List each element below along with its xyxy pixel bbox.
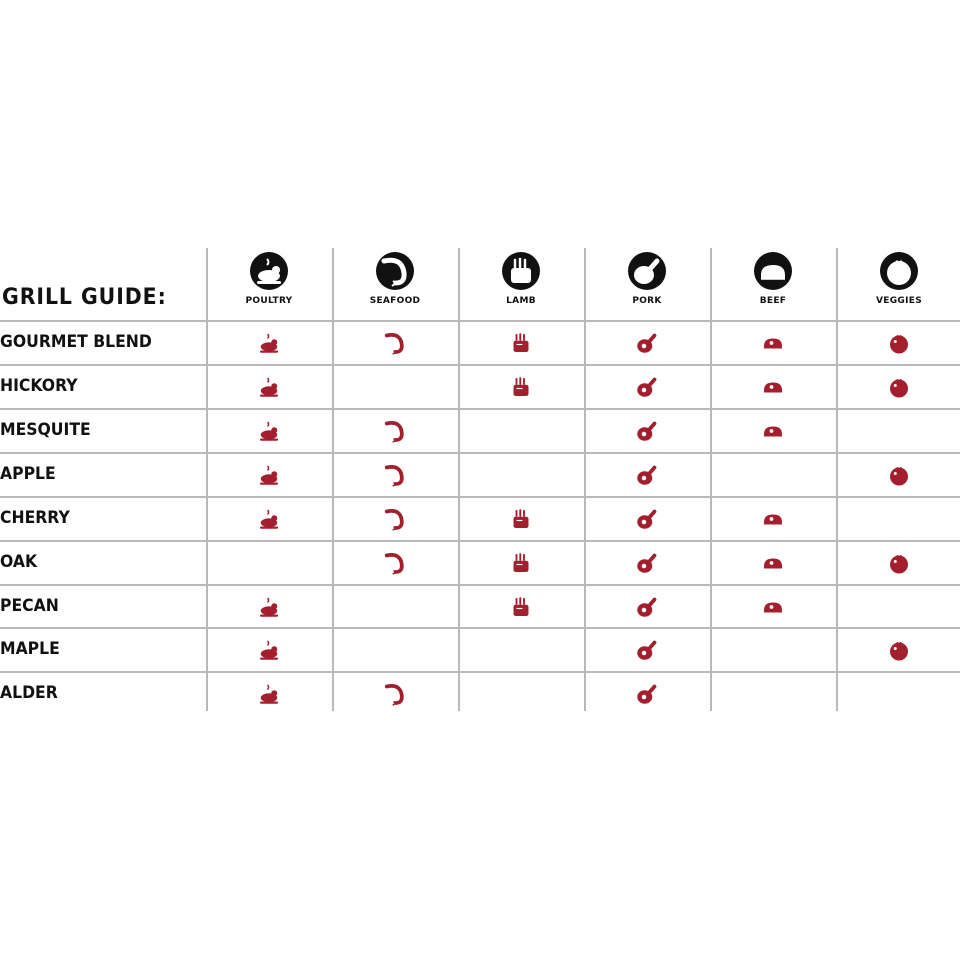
- pork-icon: [632, 504, 662, 534]
- poultry-icon: [249, 251, 289, 291]
- column-label: POULTRY: [245, 296, 293, 306]
- column-header-pork: [584, 248, 710, 320]
- row-divider: [0, 540, 960, 542]
- poultry-icon: [254, 679, 284, 709]
- row-divider: [0, 584, 960, 586]
- pork-icon: [632, 328, 662, 358]
- pork-icon: [632, 372, 662, 402]
- lamb-icon: [506, 504, 536, 534]
- veggies-icon: [884, 372, 914, 402]
- beef-icon: [758, 372, 788, 402]
- row-divider: [0, 320, 960, 322]
- veggies-icon: [884, 328, 914, 358]
- row-label-maple: MAPLE: [0, 639, 60, 659]
- row-divider: [0, 496, 960, 498]
- veggies-icon: [879, 251, 919, 291]
- lamb-icon: [506, 328, 536, 358]
- column-header-veggies: [836, 248, 960, 320]
- veggies-icon: [884, 635, 914, 665]
- seafood-icon: [380, 328, 410, 358]
- column-label: VEGGIES: [876, 296, 922, 306]
- row-label-mesquite: MESQUITE: [0, 420, 91, 440]
- column-header-poultry: [206, 248, 332, 320]
- pork-icon: [632, 679, 662, 709]
- poultry-icon: [254, 504, 284, 534]
- lamb-icon: [501, 251, 541, 291]
- row-divider: [0, 671, 960, 673]
- row-label-pecan: PECAN: [0, 596, 59, 616]
- veggies-icon: [884, 548, 914, 578]
- row-label-hickory: HICKORY: [0, 376, 78, 396]
- column-label: LAMB: [506, 296, 536, 306]
- row-divider: [0, 408, 960, 410]
- pork-icon: [632, 460, 662, 490]
- beef-icon: [758, 328, 788, 358]
- pork-icon: [632, 416, 662, 446]
- beef-icon: [758, 548, 788, 578]
- column-header-lamb: [458, 248, 584, 320]
- column-label: PORK: [632, 296, 662, 306]
- lamb-icon: [506, 592, 536, 622]
- poultry-icon: [254, 416, 284, 446]
- seafood-icon: [380, 416, 410, 446]
- beef-icon: [758, 592, 788, 622]
- poultry-icon: [254, 635, 284, 665]
- seafood-icon: [380, 460, 410, 490]
- seafood-icon: [375, 251, 415, 291]
- row-divider: [0, 364, 960, 366]
- beef-icon: [758, 416, 788, 446]
- row-divider: [0, 627, 960, 629]
- row-label-alder: ALDER: [0, 683, 58, 703]
- seafood-icon: [380, 504, 410, 534]
- poultry-icon: [254, 460, 284, 490]
- column-label: BEEF: [759, 296, 787, 306]
- lamb-icon: [506, 548, 536, 578]
- column-header-seafood: [332, 248, 458, 320]
- veggies-icon: [884, 460, 914, 490]
- beef-icon: [758, 504, 788, 534]
- poultry-icon: [254, 372, 284, 402]
- pork-icon: [632, 548, 662, 578]
- row-label-oak: OAK: [0, 552, 38, 572]
- row-label-gourmet-blend: GOURMET BLEND: [0, 332, 152, 352]
- poultry-icon: [254, 592, 284, 622]
- seafood-icon: [380, 548, 410, 578]
- beef-icon: [753, 251, 793, 291]
- row-label-apple: APPLE: [0, 464, 56, 484]
- lamb-icon: [506, 372, 536, 402]
- seafood-icon: [380, 679, 410, 709]
- pork-icon: [627, 251, 667, 291]
- pork-icon: [632, 592, 662, 622]
- pork-icon: [632, 635, 662, 665]
- column-label: SEAFOOD: [369, 296, 421, 306]
- page-title: GRILL GUIDE:: [2, 285, 167, 310]
- poultry-icon: [254, 328, 284, 358]
- column-header-beef: [710, 248, 836, 320]
- row-label-cherry: CHERRY: [0, 508, 70, 528]
- row-divider: [0, 452, 960, 454]
